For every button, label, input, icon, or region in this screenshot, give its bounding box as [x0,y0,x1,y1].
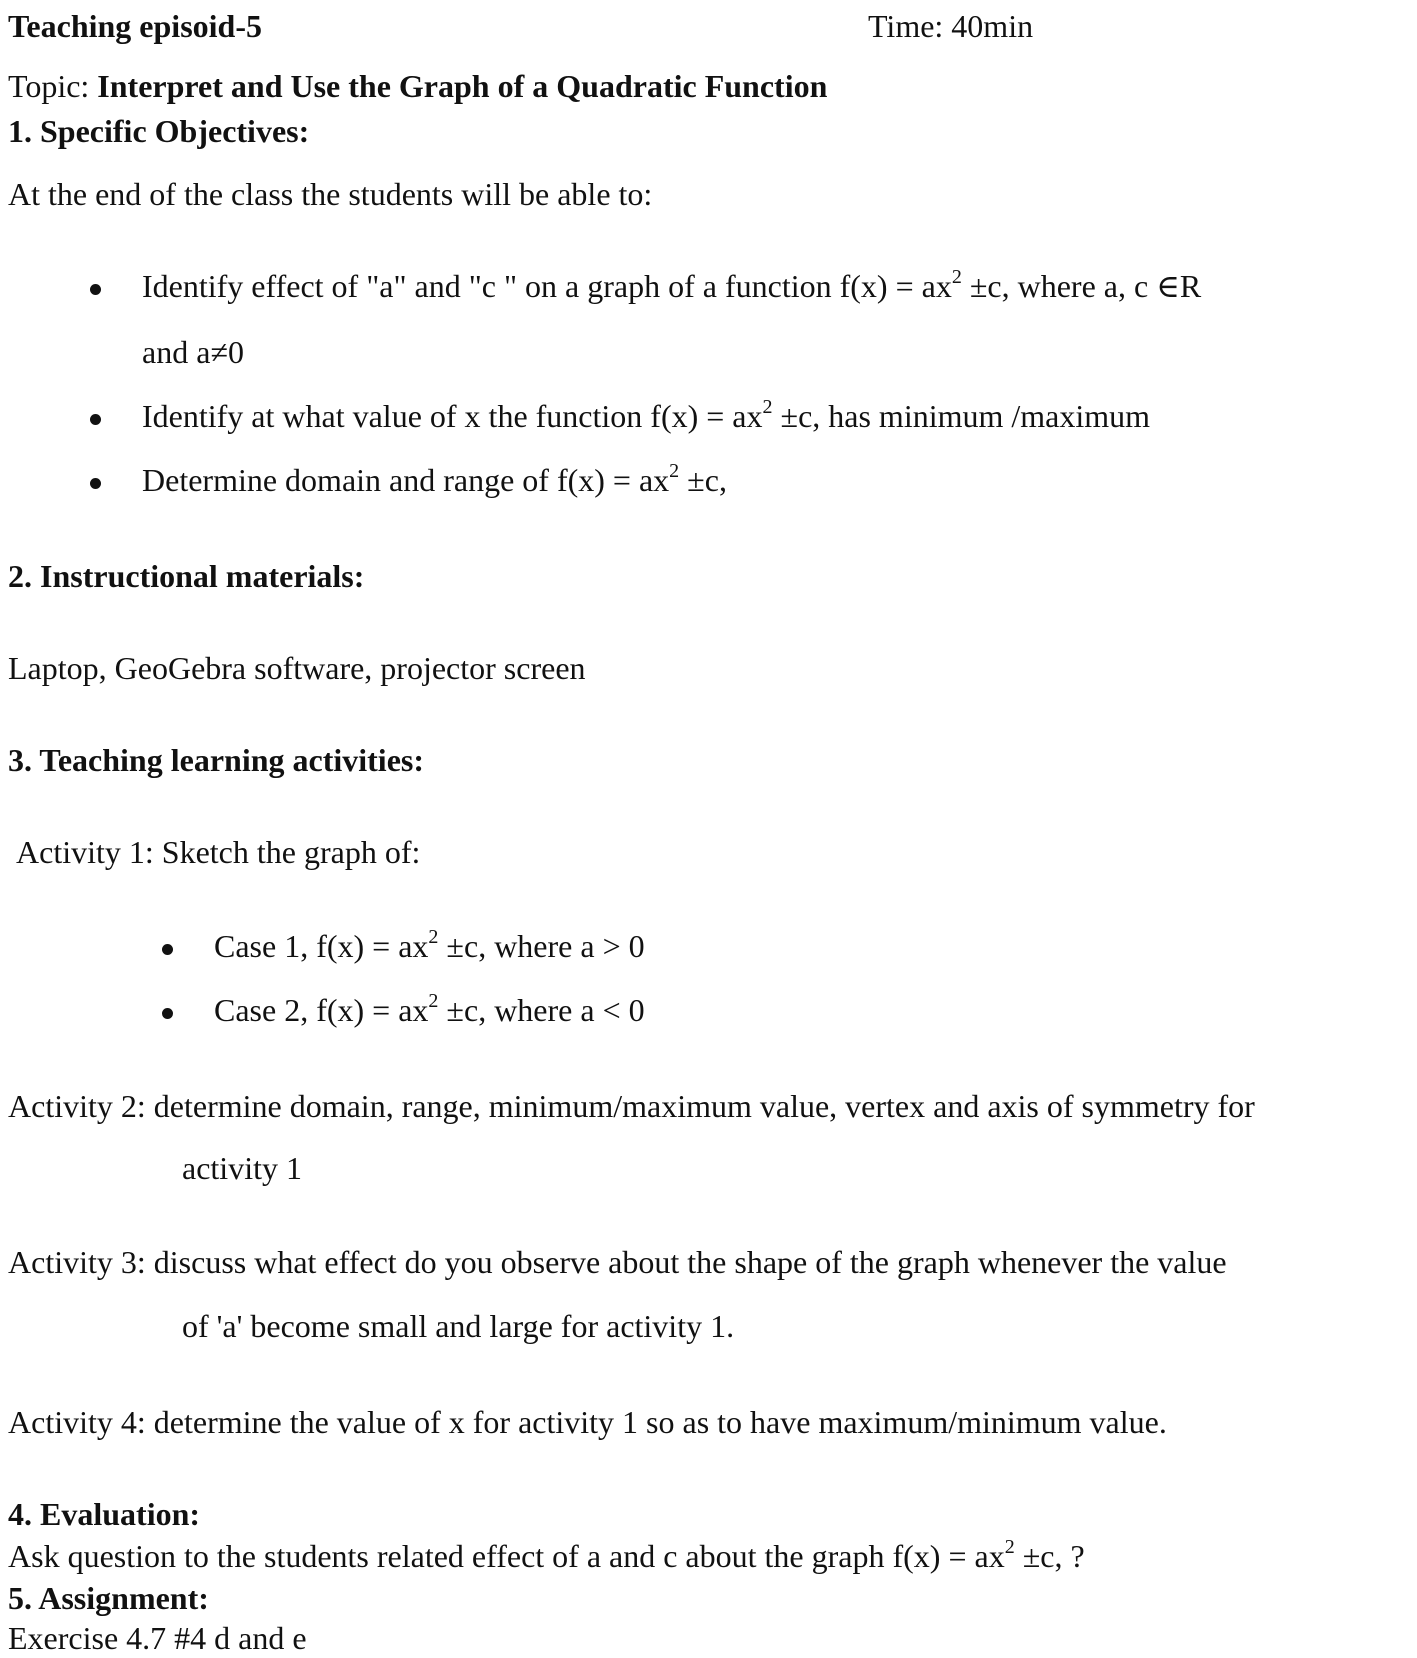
activity-3: Activity 3: discuss what effect do you observe about the shape of the graph whenever the value [8,1244,1227,1280]
time-label: Time: 40min [868,8,1034,44]
bullet-icon [162,944,173,955]
assignment-text: Exercise 4.7 #4 d and e [8,1620,307,1656]
materials-text: Laptop, GeoGebra software, projector screen [8,650,586,686]
bullet-icon [90,414,101,425]
activities-heading: 3. Teaching learning activities: [8,742,424,778]
evaluation-heading: 4. Evaluation: [8,1496,201,1532]
objectives-heading: 1. Specific Objectives: [8,113,310,149]
topic-prefix: Topic: [8,68,98,104]
bullet-icon [90,478,101,489]
topic-title: Interpret and Use the Graph of a Quadratic Function [97,68,828,104]
objective-item: Identify effect of "a" and "c " on a graph of a function $f(x) = ax^2 \pm c$, where a, c ∈R [142,266,1202,304]
case-item: Case 2, $f(x) = ax^2 \pm c$, where a < 0 [214,990,645,1028]
activity-1: Activity 1: Sketch the graph of: [16,834,421,870]
objective-item: Identify at what value of x the function $f(x) = ax^2 \pm c$, has minimum /maximum [142,396,1151,434]
activity-3-continuation: of 'a' become small and large for activity 1. [182,1308,735,1344]
objective-item: Determine domain and range of $f(x) = ax^2 \pm c$, [142,460,727,498]
evaluation-text: Ask question to the students related effect of a and c about the graph $f(x) = ax^2 \pm c$, ? [8,1536,1085,1574]
activity-2: Activity 2: determine domain, range, minimum/maximum value, vertex and axis of symmetry for [8,1088,1255,1124]
topic-line [8,66,827,106]
assignment-heading: 5. Assignment: [8,1580,209,1616]
activity-2-continuation: activity 1 [182,1150,302,1186]
materials-heading: 2. Instructional materials: [8,558,365,594]
case-item: Case 1, $f(x) = ax^2 \pm c$, where a > 0 [214,926,645,964]
bullet-icon [90,284,101,295]
objectives-intro: At the end of the class the students will be able to: [8,176,653,212]
episode-title: Teaching episoid-5 [8,8,262,44]
bullet-icon [162,1008,173,1019]
objective-item-continuation: and a≠0 [142,334,244,370]
activity-4: Activity 4: determine the value of x for activity 1 so as to have maximum/minimum value. [8,1404,1167,1440]
